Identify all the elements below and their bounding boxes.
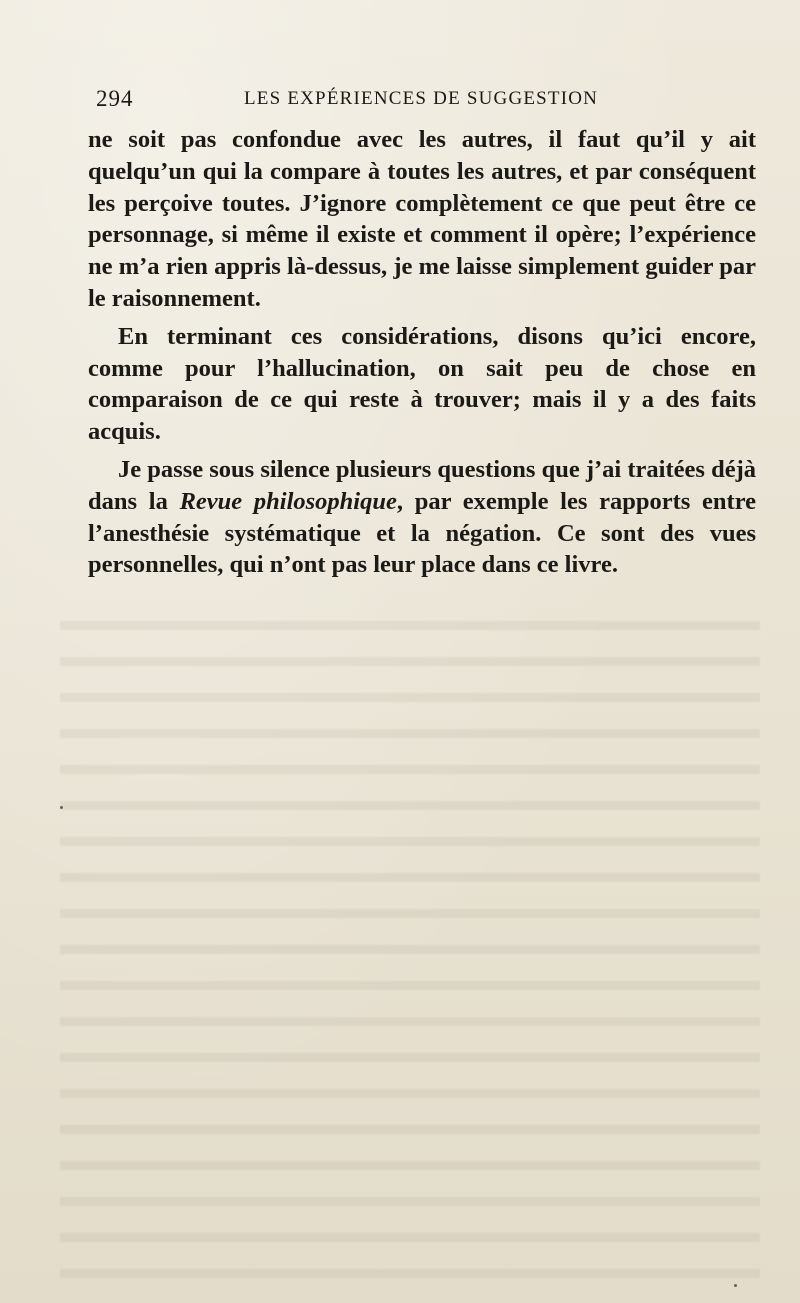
ink-speck — [734, 1284, 737, 1287]
show-through-text — [60, 600, 760, 1280]
paragraph-text: Je passe sous silence plusieurs questions que j’ai traitées déjà dans la — [88, 455, 756, 515]
running-title: LES EXPÉRIENCES DE SUGGESTION — [244, 88, 599, 109]
page-header — [96, 86, 756, 120]
paragraph: ne soit pas confondue avec les autres, il faut qu’il y ait quelqu’un qui la compare à toutes les autres, et par conséquent les perçoive toutes. J’ignore complètement ce que peut être ce personnage, si même il existe et comment il opère; l’expérience ne m’a rien appris là-dessus, je me laisse simplement guider par le raisonnement. — [88, 126, 756, 312]
paragraph — [88, 454, 756, 581]
paragraph-text: , par exemple les rapports entre l’anesthésie systématique et la négation. Ce sont des vues personnelles, qui n’ont pas leur place dans ce livre. — [88, 487, 757, 579]
journal-title: Revue philosophique — [179, 487, 397, 515]
paragraph: En terminant ces considérations, disons qu’ici encore, comme pour l’hallucination, on sait peu de chose en comparaison de ce qui reste à trouver; mais il y a des faits acquis. — [88, 322, 756, 446]
page-number: 294 — [96, 86, 134, 111]
body-text — [88, 124, 756, 581]
ink-speck — [60, 806, 63, 809]
